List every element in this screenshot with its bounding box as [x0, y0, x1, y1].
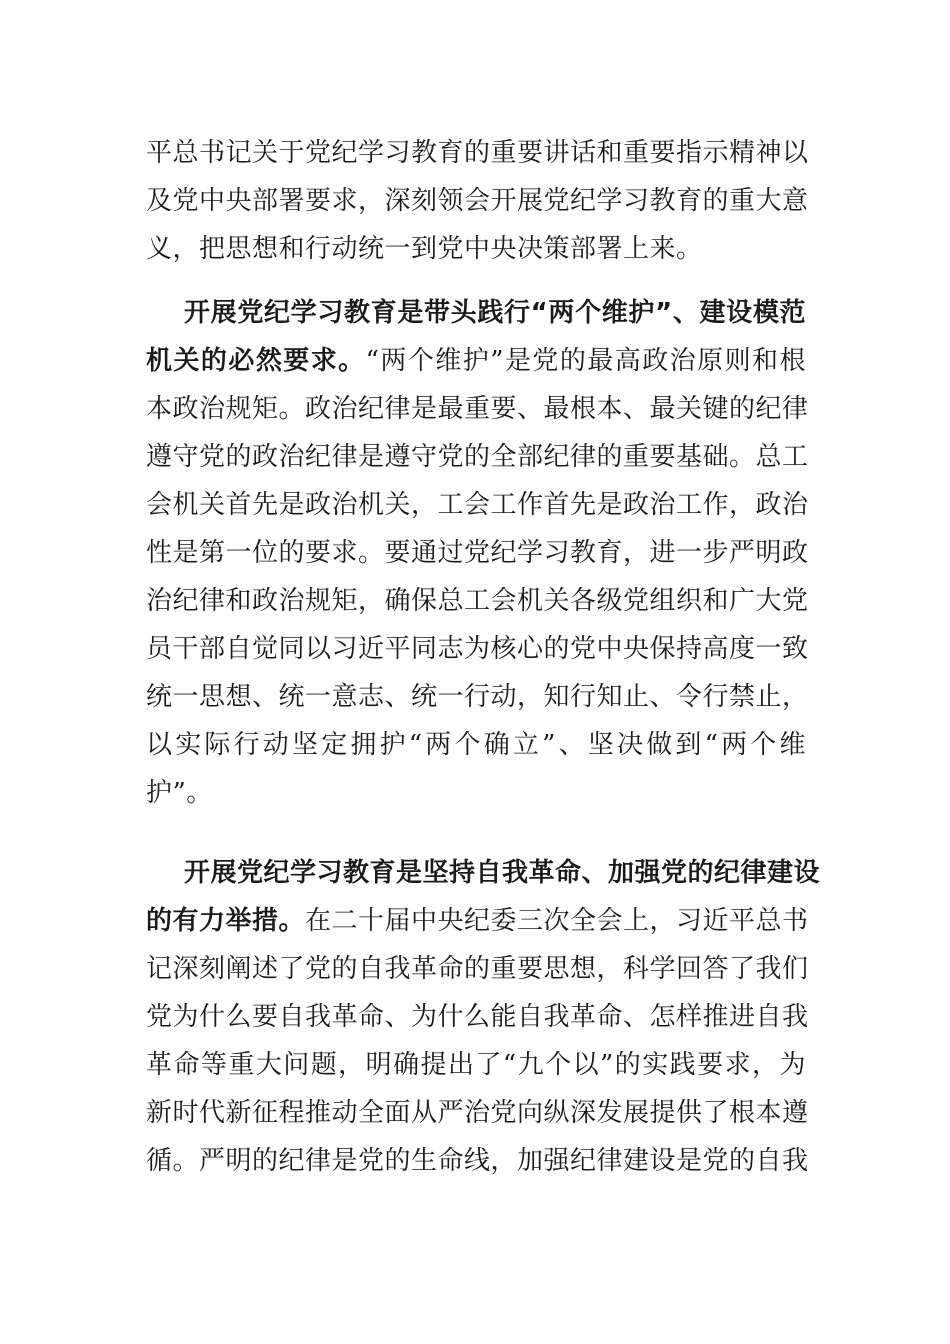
paragraph-2-line-2-text: “两个维护”是党的最高政治原则和根 — [365, 346, 806, 376]
paragraph-3-line-2-text: 在二十届中央纪委三次全会上，习近平总书 — [305, 906, 809, 936]
paragraph-2-line-11: 护”。 — [146, 778, 213, 808]
paragraph-2-line-4: 遵守党的政治纪律是遵守党的全部纪律的重要基础。总工 — [146, 442, 809, 472]
paragraph-1-line-1: 平总书记关于党纪学习教育的重要讲话和重要指示精神以 — [146, 138, 809, 168]
paragraph-3-line-2 — [146, 901, 809, 941]
paragraph-3-line-4: 党为什么要自我革命、为什么能自我革命、怎样推进自我 — [146, 1002, 809, 1032]
paragraph-2-heading-line-1: 开展党纪学习教育是带头践行“两个维护”、建设模范 — [184, 298, 806, 328]
paragraph-2-heading-end: 机关的必然要求。 — [146, 346, 366, 376]
paragraph-3-line-6: 新时代新征程推动全面从严治党向纵深发展提供了根本遵 — [146, 1098, 809, 1128]
paragraph-2-line-9: 统一思想、统一意志、统一行动，知行知止、令行禁止， — [146, 682, 809, 712]
paragraph-2-line-2 — [146, 341, 806, 381]
paragraph-2-line-10: 以实际行动坚定拥护“两个确立”、坚决做到“两个维 — [146, 730, 806, 760]
paragraph-1-line-2: 及党中央部署要求，深刻领会开展党纪学习教育的重大意 — [146, 186, 809, 216]
paragraph-2-line-6: 性是第一位的要求。要通过党纪学习教育，进一步严明政 — [146, 538, 809, 568]
paragraph-3-line-5: 革命等重大问题，明确提出了“九个以”的实践要求，为 — [146, 1050, 806, 1080]
paragraph-2-line-7: 治纪律和政治规矩，确保总工会机关各级党组织和广大党 — [146, 586, 809, 616]
paragraph-2-line-3: 本政治规矩。政治纪律是最重要、最根本、最关键的纪律 — [146, 394, 809, 424]
paragraph-2-line-8: 员干部自觉同以习近平同志为核心的党中央保持高度一致 — [146, 634, 809, 664]
paragraph-3-line-3: 记深刻阐述了党的自我革命的重要思想，科学回答了我们 — [146, 954, 809, 984]
paragraph-1-line-3: 义，把思想和行动统一到党中央决策部署上来。 — [146, 234, 703, 264]
paragraph-3-line-7: 循。严明的纪律是党的生命线，加强纪律建设是党的自我 — [146, 1146, 809, 1176]
paragraph-2-line-5: 会机关首先是政治机关，工会工作首先是政治工作，政治 — [146, 490, 809, 520]
paragraph-3-heading-line-1: 开展党纪学习教育是坚持自我革命、加强党的纪律建设 — [184, 858, 821, 888]
paragraph-3-heading-end: 的有力举措。 — [146, 906, 306, 936]
